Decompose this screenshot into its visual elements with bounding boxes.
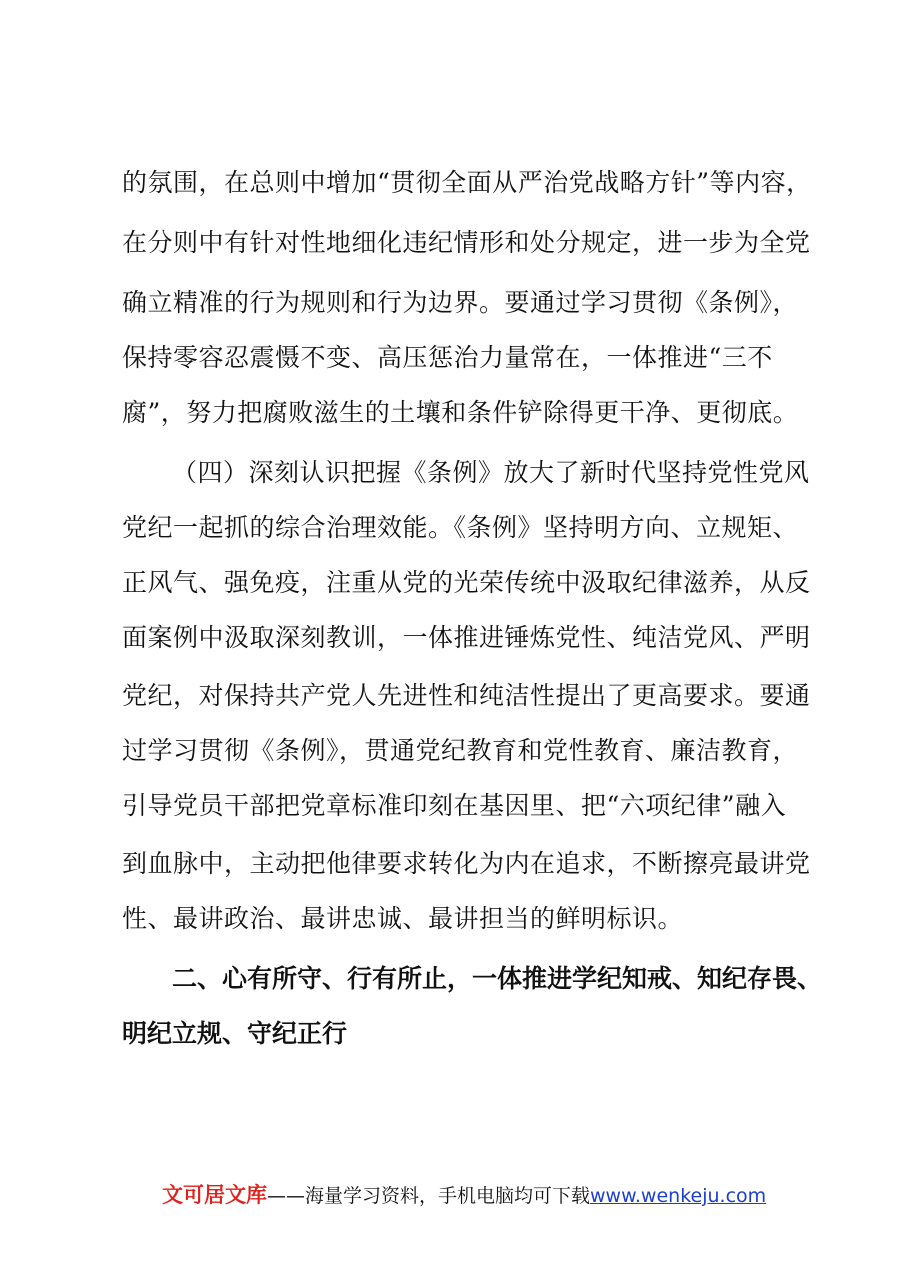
footer-banner (162, 1182, 766, 1209)
brand-name: 文可居文库 (162, 1183, 267, 1207)
paragraph-line: 保持零容忍震慑不变、高压惩治力量常在，一体推进“三不 (122, 343, 773, 372)
paragraph-line: 在分则中有针对性地细化违纪情形和处分规定，进一步为全党 (122, 228, 811, 257)
paragraph-line: 正风气、强免疫，注重从党的光荣传统中汲取纪律滋养，从反 (122, 568, 811, 597)
chapter-heading-two-continued: 明纪立规、守纪正行 (122, 1019, 348, 1048)
paragraph-line: 腐”，努力把腐败滋生的土壤和条件铲除得更干净、更彻底。 (122, 398, 799, 427)
site-link[interactable]: www.wenkeju.com (590, 1185, 767, 1207)
paragraph-line: 面案例中汲取深刻教训，一体推进锤炼党性、纯洁党风、严明 (122, 623, 811, 652)
paragraph-line: 党纪一起抓的综合治理效能。《条例》坚持明方向、立规矩、 (122, 513, 799, 542)
paragraph-line: 到血脉中，主动把他律要求转化为内在追求，不断擦亮最讲党 (122, 849, 811, 878)
paragraph-line: 引导党员干部把党章标准印刻在基因里、把“六项纪律”融入 (122, 791, 787, 820)
paragraph-line: 确立精准的行为规则和行为边界。要通过学习贯彻《条例》， (122, 288, 799, 317)
paragraph-line: 性、最讲政治、最讲忠诚、最讲担当的鲜明标识。 (122, 904, 684, 933)
section-heading-four: （四）深刻认识把握《条例》放大了新时代坚持党性党风 (172, 458, 810, 487)
paragraph-line: 党纪，对保持共产党人先进性和纯洁性提出了更高要求。要通 (122, 681, 811, 710)
footer-slogan: ——海量学习资料，手机电脑均可下载 (267, 1185, 591, 1207)
paragraph-line: 的氛围，在总则中增加“贯彻全面从严治党战略方针”等内容， (122, 168, 812, 197)
chapter-heading-two: 二、心有所守、行有所止，一体推进学纪知戒、知纪存畏、 (172, 964, 823, 993)
paragraph-line: 过学习贯彻《条例》，贯通党纪教育和党性教育、廉洁教育， (122, 736, 799, 765)
